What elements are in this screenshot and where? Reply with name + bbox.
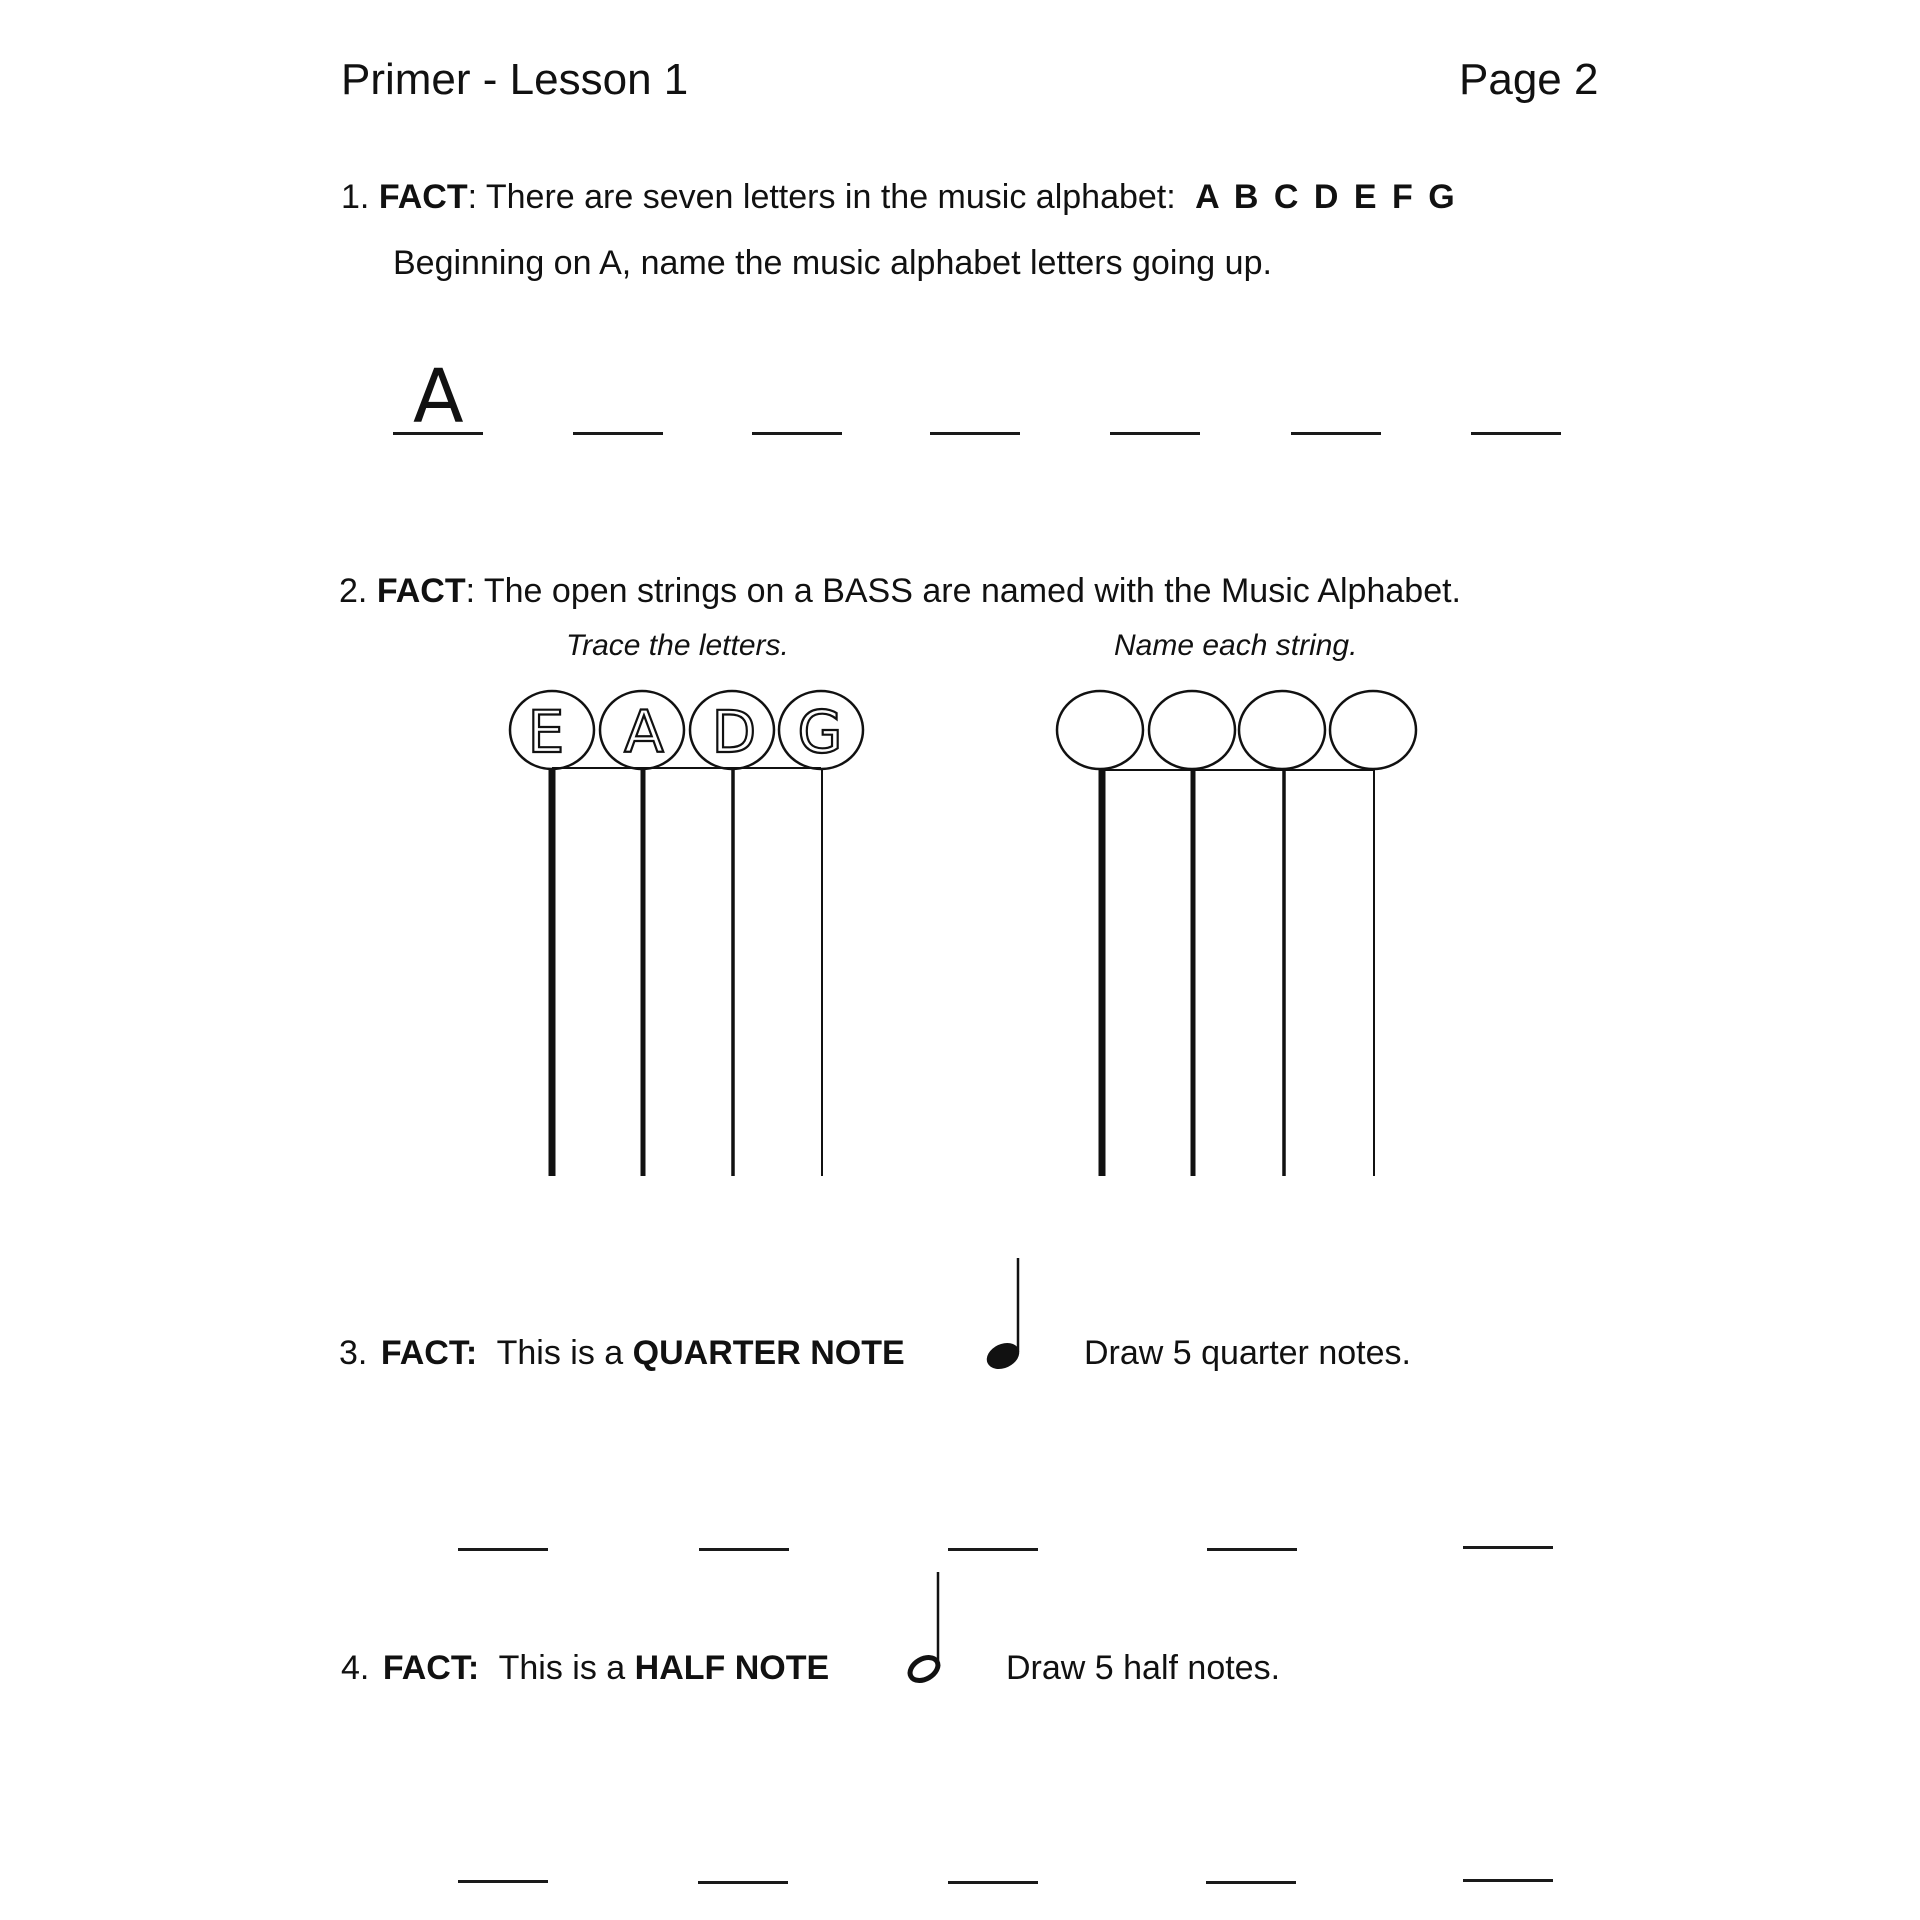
traced-letter-g: G	[797, 698, 843, 766]
note-name: HALF NOTE	[634, 1649, 830, 1687]
half-note-blank-1[interactable]	[458, 1880, 548, 1883]
traced-letter-d: D	[711, 698, 757, 766]
blank-string-circle-3	[1239, 691, 1325, 769]
fact-text: This is a	[498, 1649, 626, 1687]
quarter-note-blank-2[interactable]	[699, 1548, 789, 1551]
music-alphabet-letters: A B C D E F G	[1195, 178, 1455, 216]
fact-label: FACT:	[382, 1649, 480, 1687]
question-4	[341, 1651, 829, 1685]
question-number: 4.	[341, 1649, 370, 1687]
fact-text: : There are seven letters in the music alphabet:	[467, 178, 1176, 216]
quarter-note-blank-1[interactable]	[458, 1548, 548, 1551]
fact-label: FACT:	[380, 1334, 478, 1372]
example-answer-letter: A	[413, 354, 464, 440]
note-name: QUARTER NOTE	[632, 1334, 905, 1372]
fact-label: FACT	[378, 178, 468, 216]
quarter-note-blank-4[interactable]	[1207, 1548, 1297, 1551]
half-note-icon	[906, 1572, 942, 1685]
trace-caption: Trace the letters.	[566, 629, 789, 662]
half-note-blank-4[interactable]	[1206, 1881, 1296, 1884]
quarter-note-blank-3[interactable]	[948, 1548, 1038, 1551]
fact-label: FACT	[376, 572, 466, 610]
blank-string-circle-1	[1057, 691, 1143, 769]
page-number: Page 2	[1459, 55, 1599, 104]
blank-string-circle-2	[1149, 691, 1235, 769]
fact-text: This is a	[496, 1334, 624, 1372]
quarter-note-icon	[983, 1258, 1024, 1374]
name-caption: Name each string.	[1114, 629, 1358, 662]
fact-text: : The open strings on a BASS are named with the Music Alphabet.	[465, 572, 1461, 610]
question-number: 3.	[339, 1334, 368, 1372]
traced-letter-a: A	[624, 698, 664, 766]
half-note-blank-3[interactable]	[948, 1881, 1038, 1884]
lesson-title: Primer - Lesson 1	[341, 55, 689, 104]
question-4-instruction: Draw 5 half notes.	[1006, 1649, 1281, 1687]
question-number: 2.	[339, 572, 368, 610]
question-3-instruction: Draw 5 quarter notes.	[1084, 1334, 1411, 1372]
question-1-instruction: Beginning on A, name the music alphabet letters going up.	[393, 244, 1272, 282]
half-note-blank-2[interactable]	[698, 1881, 788, 1884]
traced-letter-e: E	[527, 698, 565, 766]
quarter-note-blank-5[interactable]	[1463, 1546, 1553, 1549]
half-note-blank-5[interactable]	[1463, 1879, 1553, 1882]
question-3	[339, 1336, 905, 1370]
question-number: 1.	[341, 178, 370, 216]
blank-string-circle-4	[1330, 691, 1416, 769]
